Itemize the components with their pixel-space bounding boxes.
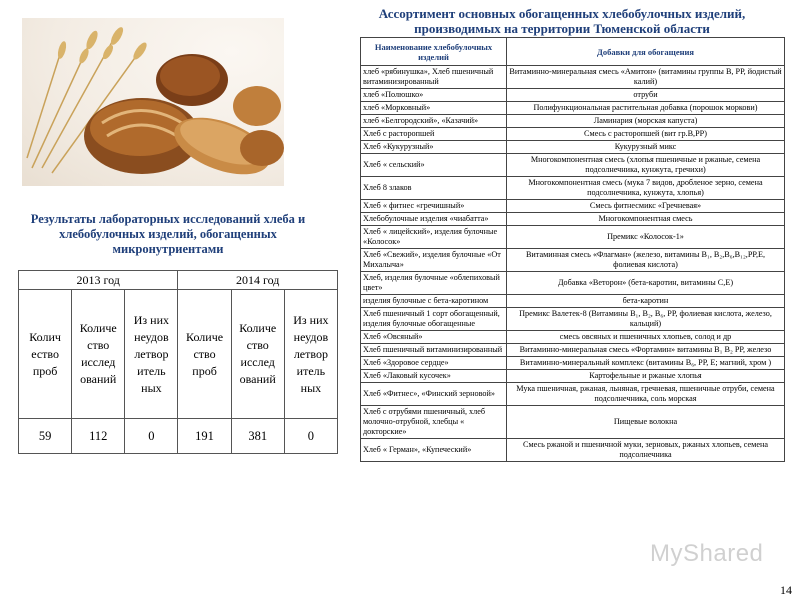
col-header-samples-2013: Колич ество проб	[19, 290, 72, 419]
product-name-cell: Хлеб « Герман», «Купеческий»	[361, 439, 507, 462]
additive-cell: Премикс «Колосок-1»	[507, 226, 785, 249]
additive-cell: Добавка «Веторон» (бета-каротин, витамины С,Е)	[507, 272, 785, 295]
product-name-cell: Хлеб « сельский»	[361, 154, 507, 177]
additive-cell: Мука пшеничная, ржаная, льняная, гречневая, пшеничные отруби, семена подсолнечника, соль морская	[507, 383, 785, 406]
value-studies-2014: 381	[231, 419, 284, 454]
additive-cell: бета-каротин	[507, 295, 785, 308]
table-row	[361, 213, 785, 226]
additive-cell: Ламинария (морская капуста)	[507, 115, 785, 128]
table-row	[361, 308, 785, 331]
additive-cell: Смесь ржаной и пшеничной муки, зерновых, ржаных хлопьев, семена подсолнечника	[507, 439, 785, 462]
table-row	[361, 66, 785, 89]
page-number: 14	[780, 583, 792, 597]
table-row	[361, 383, 785, 406]
col-header-studies-2014: Количе ство исслед ований	[231, 290, 284, 419]
product-name-cell: Хлеб «Кукурузный»	[361, 141, 507, 154]
bread-photo	[22, 18, 284, 186]
col-header-unsatisfactory-2014: Из них неудов летвор итель ных	[284, 290, 337, 419]
col-header-samples-2014: Количе ство проб	[178, 290, 231, 419]
table-row	[361, 331, 785, 344]
product-name-cell: Хлеб, изделия булочные «облепиховый цвет»	[361, 272, 507, 295]
product-name-cell: Хлеб с отрубями пшеничный, хлеб молочно-отрубной, хлебцы « докторские»	[361, 406, 507, 439]
bread-illustration	[22, 18, 284, 186]
watermark: MyShared	[650, 540, 764, 567]
product-name-cell: Хлеб «Овсяный»	[361, 331, 507, 344]
additive-cell: Кукурузный микс	[507, 141, 785, 154]
value-studies-2013: 112	[72, 419, 125, 454]
product-name-cell: Хлеб 8 злаков	[361, 177, 507, 200]
table-row	[361, 344, 785, 357]
value-samples-2014: 191	[178, 419, 231, 454]
product-name-cell: хлеб «Морковный»	[361, 102, 507, 115]
product-name-cell: хлеб «рябинушка», Хлеб пшеничный витаминизированный	[361, 66, 507, 89]
table-row	[361, 370, 785, 383]
additive-cell: Многокомпонентная смесь (хлопья пшеничные и ржаные, семена подсолнечника, кунжута, гречихи)	[507, 154, 785, 177]
table-row	[361, 115, 785, 128]
table-row	[361, 128, 785, 141]
additive-cell: Многокомпонентная смесь (мука 7 видов, дробленое зерно, семена подсолнечника, кунжута, хлопья)	[507, 177, 785, 200]
table-row	[361, 406, 785, 439]
year-2013-header: 2013 год	[19, 271, 178, 290]
additive-cell: Полифункциональная растительная добавка (порошок моркови)	[507, 102, 785, 115]
product-name-cell: Хлеб пшеничный 1 сорт обогащенный, изделия булочные обогащенные	[361, 308, 507, 331]
col-header-additives: Добавки для обогащения	[507, 38, 785, 66]
product-name-cell: Хлеб « фитнес «гречишный»	[361, 200, 507, 213]
table-row	[361, 226, 785, 249]
additive-cell: Премикс Валетек-8 (Витамины В₁, В₂, В₆, РР, фолиевая кислота, железо, кальций)	[507, 308, 785, 331]
product-name-cell: Хлеб «Здоровое сердце»	[361, 357, 507, 370]
product-name-cell: хлеб «Полюшко»	[361, 89, 507, 102]
year-2014-header: 2014 год	[178, 271, 338, 290]
additive-cell: Пищевые волокна	[507, 406, 785, 439]
product-name-cell: Хлеб пшеничный витаминизированный	[361, 344, 507, 357]
assortment-title: Ассортимент основных обогащенных хлебобулочных изделий, производимых на территории Тюменской области	[378, 6, 746, 36]
table-row	[361, 272, 785, 295]
value-unsatisfactory-2014: 0	[284, 419, 337, 454]
additive-cell: Смесь с расторопшей (вит гр.В,РР)	[507, 128, 785, 141]
table-row	[361, 177, 785, 200]
table-row	[361, 200, 785, 213]
col-header-studies-2013: Количе ство исслед ований	[72, 290, 125, 419]
table-row	[361, 89, 785, 102]
additive-cell: Смесь фитнесмикс «Гречневая»	[507, 200, 785, 213]
table-row	[361, 249, 785, 272]
assortment-table-body	[361, 66, 785, 462]
product-name-cell: хлеб «Белгородский», «Казачий»	[361, 115, 507, 128]
additive-cell: Картофельные и ржаные хлопья	[507, 370, 785, 383]
additive-cell: смесь овсяных и пшеничных хлопьев, солод и др	[507, 331, 785, 344]
additive-cell: Витаминная смесь «Флагман» (железо, витамины В₁, В₂,В₆,В₁₂,РР,Е, фолиевая кислота)	[507, 249, 785, 272]
table-row	[361, 102, 785, 115]
additive-cell: Многокомпонентная смесь	[507, 213, 785, 226]
product-name-cell: Хлеб «Лаковый кусочек»	[361, 370, 507, 383]
product-name-cell: Хлеб «Свежий», изделия булочные «От Михалыча»	[361, 249, 507, 272]
table-row	[361, 357, 785, 370]
additive-cell: Витаминно-минеральная смесь «Фортамин» витамины В₁ В₂ РР, железо	[507, 344, 785, 357]
table-row	[361, 439, 785, 462]
product-name-cell: Хлеб « лицейский», изделия булочные «Колосок»	[361, 226, 507, 249]
product-name-cell: Хлеб «Фитнес», «Финский зерновой»	[361, 383, 507, 406]
product-name-cell: изделия булочные с бета-каротином	[361, 295, 507, 308]
col-header-product-name: Наименование хлебобулочных изделий	[361, 38, 507, 66]
product-name-cell: Хлеб с расторопшей	[361, 128, 507, 141]
table-row	[361, 295, 785, 308]
value-unsatisfactory-2013: 0	[125, 419, 178, 454]
product-name-cell: Хлебобулочные изделия «чиабатта»	[361, 213, 507, 226]
results-title: Результаты лабораторных исследований хлеба и хлебобулочных изделий, обогащенных микронутриентами	[30, 212, 306, 256]
col-header-unsatisfactory-2013: Из них неудов летвор итель ных	[125, 290, 178, 419]
additive-cell: Витаминно-минеральная смесь «Амитон» (витамины группы В, РР, йодистый калий)	[507, 66, 785, 89]
table-row	[361, 154, 785, 177]
table-row	[361, 141, 785, 154]
results-table	[18, 270, 338, 454]
assortment-table	[360, 37, 785, 462]
additive-cell: Витаминно-минеральный комплекс (витамины В₆, РР, Е; магний, хром )	[507, 357, 785, 370]
value-samples-2013: 59	[19, 419, 72, 454]
additive-cell: отруби	[507, 89, 785, 102]
